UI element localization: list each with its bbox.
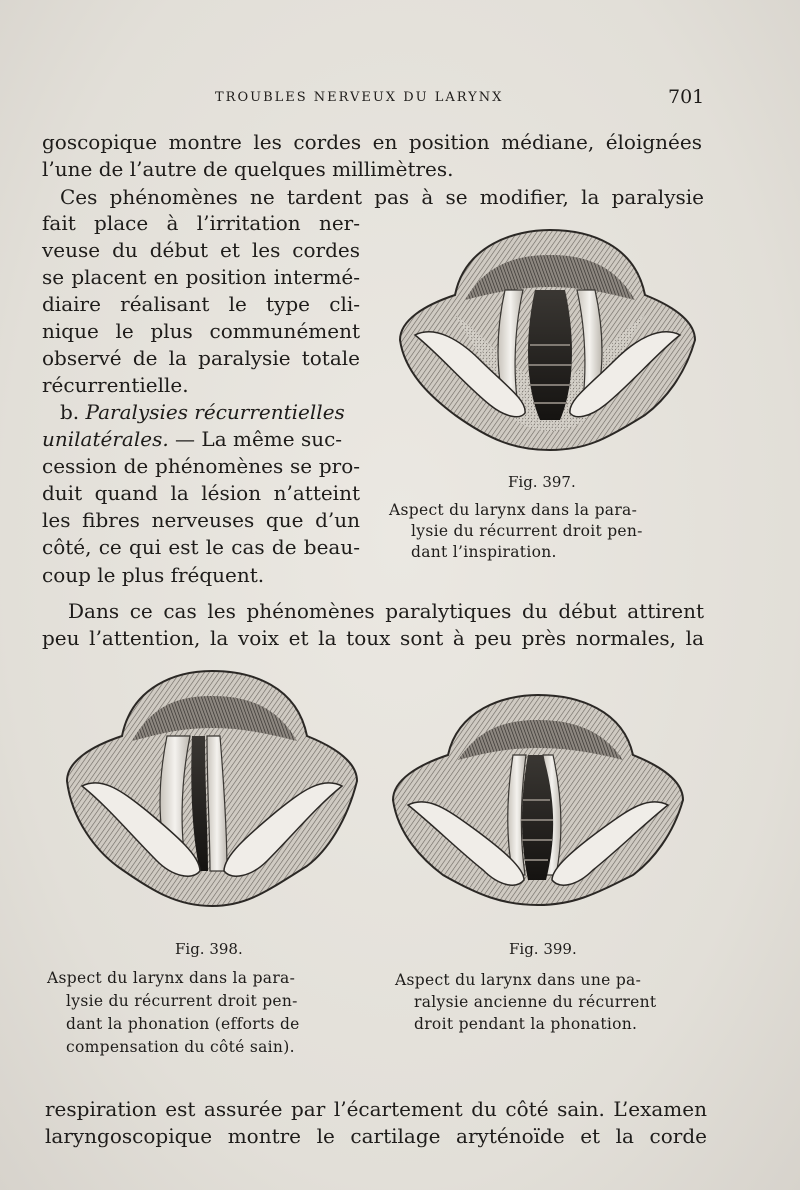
subsection-heading <box>60 400 345 424</box>
text-line: diaire réalisant le type cli- <box>42 292 360 316</box>
text-line: nique le plus communément <box>42 319 360 343</box>
text-line: l’une de l’autre de quelques millimètres. <box>42 157 454 181</box>
figure-399-title: Fig. 399. <box>509 940 577 958</box>
subsection-letter: b. <box>60 400 80 424</box>
text-line: observé de la paralysie totale <box>42 346 360 370</box>
text-line: veuse du début et les cordes <box>42 238 360 262</box>
figure-397-larynx-illustration <box>395 225 700 455</box>
figure-397-caption-line: lysie du récurrent droit pen- <box>411 522 643 540</box>
figure-398-caption-line: dant la phonation (efforts de <box>66 1015 300 1033</box>
subsection-title-cont: unilatérales. <box>42 427 169 451</box>
figure-399-larynx-illustration <box>388 690 688 915</box>
figure-399-caption-line: droit pendant la phonation. <box>414 1015 638 1033</box>
figure-397-caption-line: Aspect du larynx dans la para- <box>389 501 638 519</box>
text-line: duit quand la lésion n’atteint <box>42 481 360 505</box>
subsection-title: Paralysies récurrentielles <box>85 400 345 424</box>
page-header <box>0 86 800 114</box>
figure-398-larynx-illustration <box>62 666 362 916</box>
figure-399-caption-line: ralysie ancienne du récurrent <box>414 993 657 1011</box>
page-number: 701 <box>668 86 705 108</box>
text-line <box>42 427 360 451</box>
text-line: respiration est assurée par l’écartement du côté sain. L’examen <box>45 1097 707 1121</box>
text-line: Dans ce cas les phénomènes paralytiques du début attirent <box>68 599 704 623</box>
figure-398-title: Fig. 398. <box>175 940 243 958</box>
text-line: se placent en position intermé- <box>42 265 360 289</box>
figure-398-caption-line: lysie du récurrent droit pen- <box>66 992 298 1010</box>
subsection-rest: — La même suc- <box>168 427 343 451</box>
text-line: coup le plus fréquent. <box>42 563 265 587</box>
text-line: Ces phénomènes ne tardent pas à se modifier, la paralysie <box>60 185 704 209</box>
text-line: les fibres nerveuses que d’un <box>42 508 360 532</box>
figure-397-caption-line: dant l’inspiration. <box>411 543 557 561</box>
text-line: récurrentielle. <box>42 373 189 397</box>
text-line: côté, ce qui est le cas de beau- <box>42 535 360 559</box>
figure-397-title: Fig. 397. <box>508 473 576 491</box>
figure-398-caption-line: Aspect du larynx dans la para- <box>47 969 296 987</box>
text-line: goscopique montre les cordes en position médiane, éloignées <box>42 130 702 154</box>
text-line: peu l’attention, la voix et la toux sont à peu près normales, la <box>42 626 704 650</box>
text-line: laryngoscopique montre le cartilage aryténoïde et la corde <box>45 1124 707 1148</box>
text-line: cession de phénomènes se pro- <box>42 454 360 478</box>
figure-398-caption-line: compensation du côté sain). <box>66 1038 295 1056</box>
running-title: TROUBLES NERVEUX DU LARYNX <box>215 90 504 105</box>
text-line: fait place à l’irritation ner- <box>42 211 360 235</box>
figure-399-caption-line: Aspect du larynx dans une pa- <box>395 971 642 989</box>
